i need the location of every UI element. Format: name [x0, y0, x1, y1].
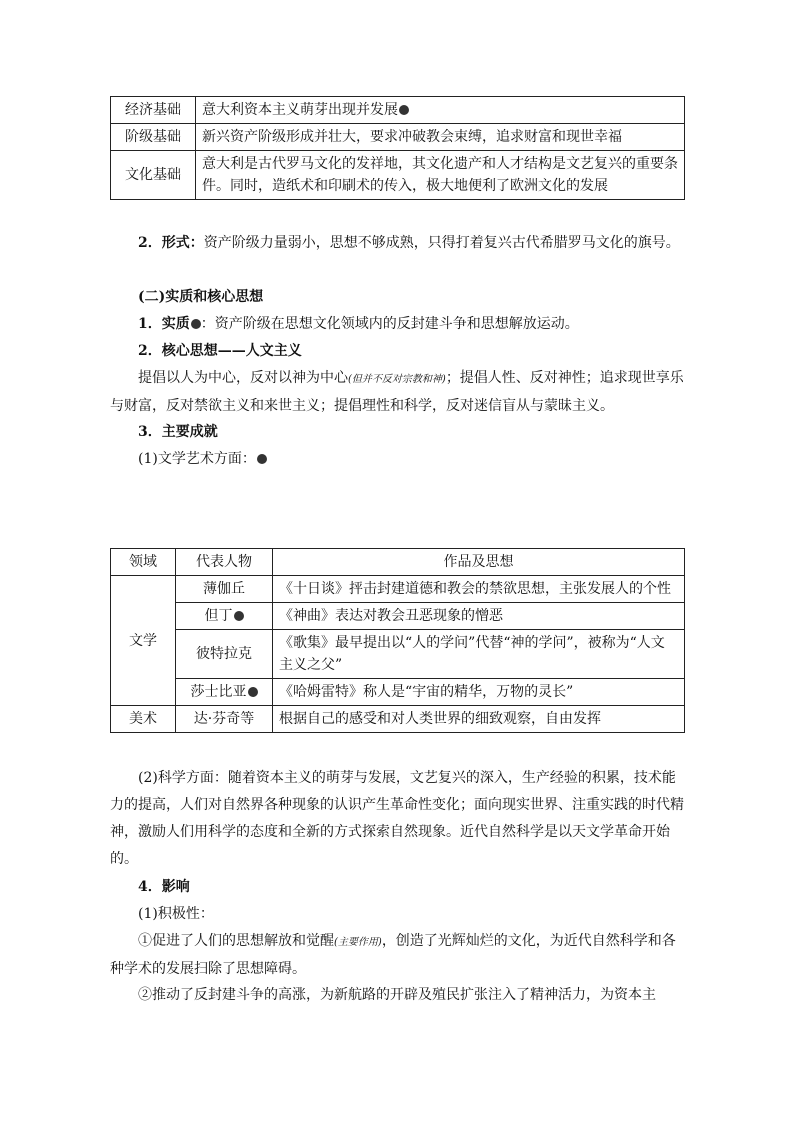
core-thought-heading: 2．核心思想——人文主义	[138, 343, 302, 359]
table-row	[111, 630, 685, 679]
table-cell-value: 新兴资产阶级形成并壮大，要求冲破教会束缚，追求财富和现世幸福	[196, 124, 685, 151]
core-thought-paragraph: 提倡以人为中心，反对以神为中心(但并不反对宗教和神)；提倡人性、反对神性；追求现世享乐与财富，反对禁欲主义和来世主义；提倡理性和科学，反对迷信盲从与蒙昧主义。	[110, 370, 684, 414]
table-cell-person: 薄伽丘	[176, 576, 273, 603]
essence-item-1: 1．实质 ：资产阶级在思想文化领域内的反封建斗争和思想解放运动。	[138, 316, 579, 332]
table-cell-person: 达·芬奇等	[176, 706, 273, 733]
table-cell-key: 经济基础	[111, 97, 196, 124]
table-cell-person: 但丁	[176, 603, 273, 630]
literature-subheading: (1)文学艺术方面：	[110, 446, 685, 473]
table-row	[111, 603, 685, 630]
table-cell-work: 《神曲》表达对教会丑恶现象的憎恶	[273, 603, 685, 630]
table-row	[111, 151, 685, 200]
impact-heading: 4．影响	[138, 879, 190, 895]
table-header-row	[111, 549, 685, 576]
table-cell-work: 根据自己的感受和对人类世界的细致观察，自由发挥	[273, 706, 685, 733]
table-cell-person: 莎士比亚	[176, 679, 273, 706]
table-cell-work: 《哈姆雷特》称人是“宇宙的精华，万物的灵长”	[273, 679, 685, 706]
table-row	[111, 706, 685, 733]
science-paragraph: (2)科学方面：随着资本主义的萌芽与发展，文艺复兴的深入，生产经验的积累，技术能力的提高，人们对自然界各种现象的认识产生革命性变化；面向现实世界、注重实践的时代精神，激励人们用科学的态度和全新的方式探索自然现象。近代自然科学是以天文学革命开始的。	[110, 770, 684, 867]
table-row	[111, 124, 685, 151]
achievements-table	[110, 548, 685, 733]
table-cell-work: 《十日谈》抨击封建道德和教会的禁欲思想，主张发展人的个性	[273, 576, 685, 603]
table-row	[111, 576, 685, 603]
form-paragraph: 2．形式：资产阶级力量弱小，思想不够成熟，只得打着复兴古代希腊罗马文化的旗号。	[138, 235, 680, 251]
background-table	[110, 96, 685, 200]
table-cell-key: 阶级基础	[111, 124, 196, 151]
achievements-heading: 3．主要成就	[138, 424, 218, 440]
impact-paragraph-1: ①促进了人们的思想解放和觉醒(主要作用)，创造了光辉灿烂的文化，为近代自然科学和各种学术的发展扫除了思想障碍。	[110, 933, 676, 977]
table-cell-work: 《歌集》最早提出以“人的学问”代替“神的学问”，被称为“人文主义之父”	[273, 630, 685, 679]
table-cell-key: 文化基础	[111, 151, 196, 200]
table-cell-area: 美术	[111, 706, 176, 733]
marker-icon	[234, 611, 244, 621]
impact-subheading: (1)积极性：	[138, 906, 214, 922]
marker-icon	[257, 454, 267, 464]
marker-icon	[191, 319, 201, 329]
table-cell-value: 意大利是古代罗马文化的发祥地，其文化遗产和人才结构是文艺复兴的重要条件。同时，造纸术和印刷术的传入，极大地便利了欧洲文化的发展	[196, 151, 685, 200]
table-row	[111, 679, 685, 706]
impact-paragraph-2: ②推动了反封建斗争的高涨，为新航路的开辟及殖民扩张注入了精神活力，为资本主	[138, 987, 656, 1003]
table-header: 代表人物	[176, 549, 273, 576]
table-header: 领域	[111, 549, 176, 576]
table-cell-area: 文学	[111, 576, 176, 706]
table-cell-value: 意大利资本主义萌芽出现并发展	[196, 97, 685, 124]
essence-heading: (二)实质和核心思想	[138, 289, 264, 305]
table-row	[111, 97, 685, 124]
table-cell-person: 彼特拉克	[176, 630, 273, 679]
table-header: 作品及思想	[273, 549, 685, 576]
marker-icon	[399, 105, 409, 115]
marker-icon	[248, 687, 258, 697]
